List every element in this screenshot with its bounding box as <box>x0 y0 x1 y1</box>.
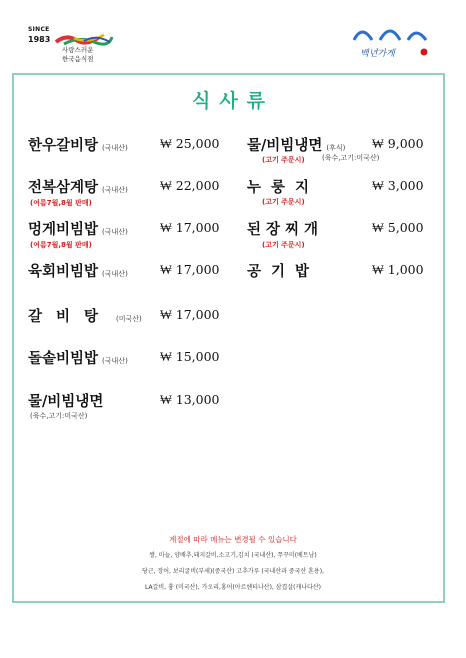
item-origin: (국내산) <box>102 144 128 152</box>
wave-logo-icon <box>350 20 430 46</box>
brush-stroke-icon <box>54 32 114 46</box>
item-name: 물/비빔냉면 <box>28 393 104 410</box>
menu-item-left-5 <box>28 347 128 368</box>
item-name: 한우갈비탕 <box>28 137 99 154</box>
item-price: ₩ 13,000 <box>160 392 220 407</box>
item-price: ₩ 5,000 <box>372 220 424 235</box>
item-price: ₩ 17,000 <box>160 262 220 277</box>
red-dot-icon <box>420 48 428 56</box>
item-price: ₩ 9,000 <box>372 136 424 151</box>
origin-footer-line: 당근, 장어, 보리굴비(부세)(중국산) 고추가루 (국내산과 중국산 혼용), <box>142 568 324 575</box>
menu-item-right-0 <box>247 134 345 155</box>
item-name: 멍게비빔밥 <box>28 221 99 238</box>
menu-item-left-0 <box>28 134 128 155</box>
menu-item-right-2 <box>247 218 323 239</box>
item-price: ₩ 1,000 <box>372 262 424 277</box>
menu-item-right-3 <box>247 260 319 281</box>
menu-item-left-1 <box>28 176 128 197</box>
menu-item-left-2 <box>28 218 128 239</box>
menu-item-left-4 <box>28 305 142 326</box>
brand-logo <box>346 18 442 66</box>
item-name: 누룽지 <box>247 179 320 196</box>
origin-footer-line: LA갈비, 흉 (미국산), 가오리,홍어(아르헨티나산), 삼겹살(캐나다산) <box>145 584 321 591</box>
item-origin: (미국산) <box>116 315 142 323</box>
menu-item-right-1 <box>247 176 319 197</box>
item-origin: (후식) <box>326 144 346 152</box>
origin-note: (육수,고기:미국산) <box>30 412 88 420</box>
item-name: 돌솥비빔밥 <box>28 350 99 367</box>
item-price: ₩ 3,000 <box>372 178 424 193</box>
item-price: ₩ 22,000 <box>160 178 220 193</box>
item-price: ₩ 17,000 <box>160 307 220 322</box>
item-name: 육회비빔밥 <box>28 263 99 280</box>
brand-name: 백년가게 <box>360 49 395 59</box>
item-origin: (국내산) <box>102 186 128 194</box>
logo-since: SINCE <box>28 26 50 33</box>
season-note: (여름7월,8월 판매) <box>30 241 92 249</box>
logo-line2: 한국음식점 <box>62 55 94 63</box>
item-origin: (국내산) <box>102 228 128 236</box>
page-title: 식사류 <box>191 90 275 112</box>
menu-change-notice: 계절에 따라 메뉴는 변경될 수 있습니다 <box>169 535 297 544</box>
order-note: (고기 주문시) <box>262 156 305 164</box>
item-name: 갈비탕 <box>28 308 113 325</box>
menu-item-left-6 <box>28 390 103 411</box>
origin-note: (육수,고기:미국산) <box>322 154 380 162</box>
order-note: (고기 주문시) <box>262 198 305 206</box>
menu-item-left-3 <box>28 260 128 281</box>
season-note: (여름7월,8월 판매) <box>30 199 92 207</box>
item-name: 공기밥 <box>247 263 320 280</box>
item-origin: (국내산) <box>102 270 128 278</box>
logo-year: 1983 <box>28 35 51 44</box>
order-note: (고기 주문시) <box>262 241 305 249</box>
item-name: 물/비빔냉면 <box>247 137 323 154</box>
logo-line1: 사랑스러운 <box>62 46 94 54</box>
origin-footer-line: 쌀, 마늘, 양배추,돼지갈비,소고기,김치 (국내산), 쭈꾸미(베트남) <box>149 552 317 559</box>
item-price: ₩ 25,000 <box>160 136 220 151</box>
item-origin: (국내산) <box>102 357 128 365</box>
item-name: 된장찌개 <box>247 221 324 238</box>
item-name: 전복삼계탕 <box>28 179 99 196</box>
item-price: ₩ 17,000 <box>160 220 220 235</box>
restaurant-logo <box>28 26 128 68</box>
item-price: ₩ 15,000 <box>160 349 220 364</box>
